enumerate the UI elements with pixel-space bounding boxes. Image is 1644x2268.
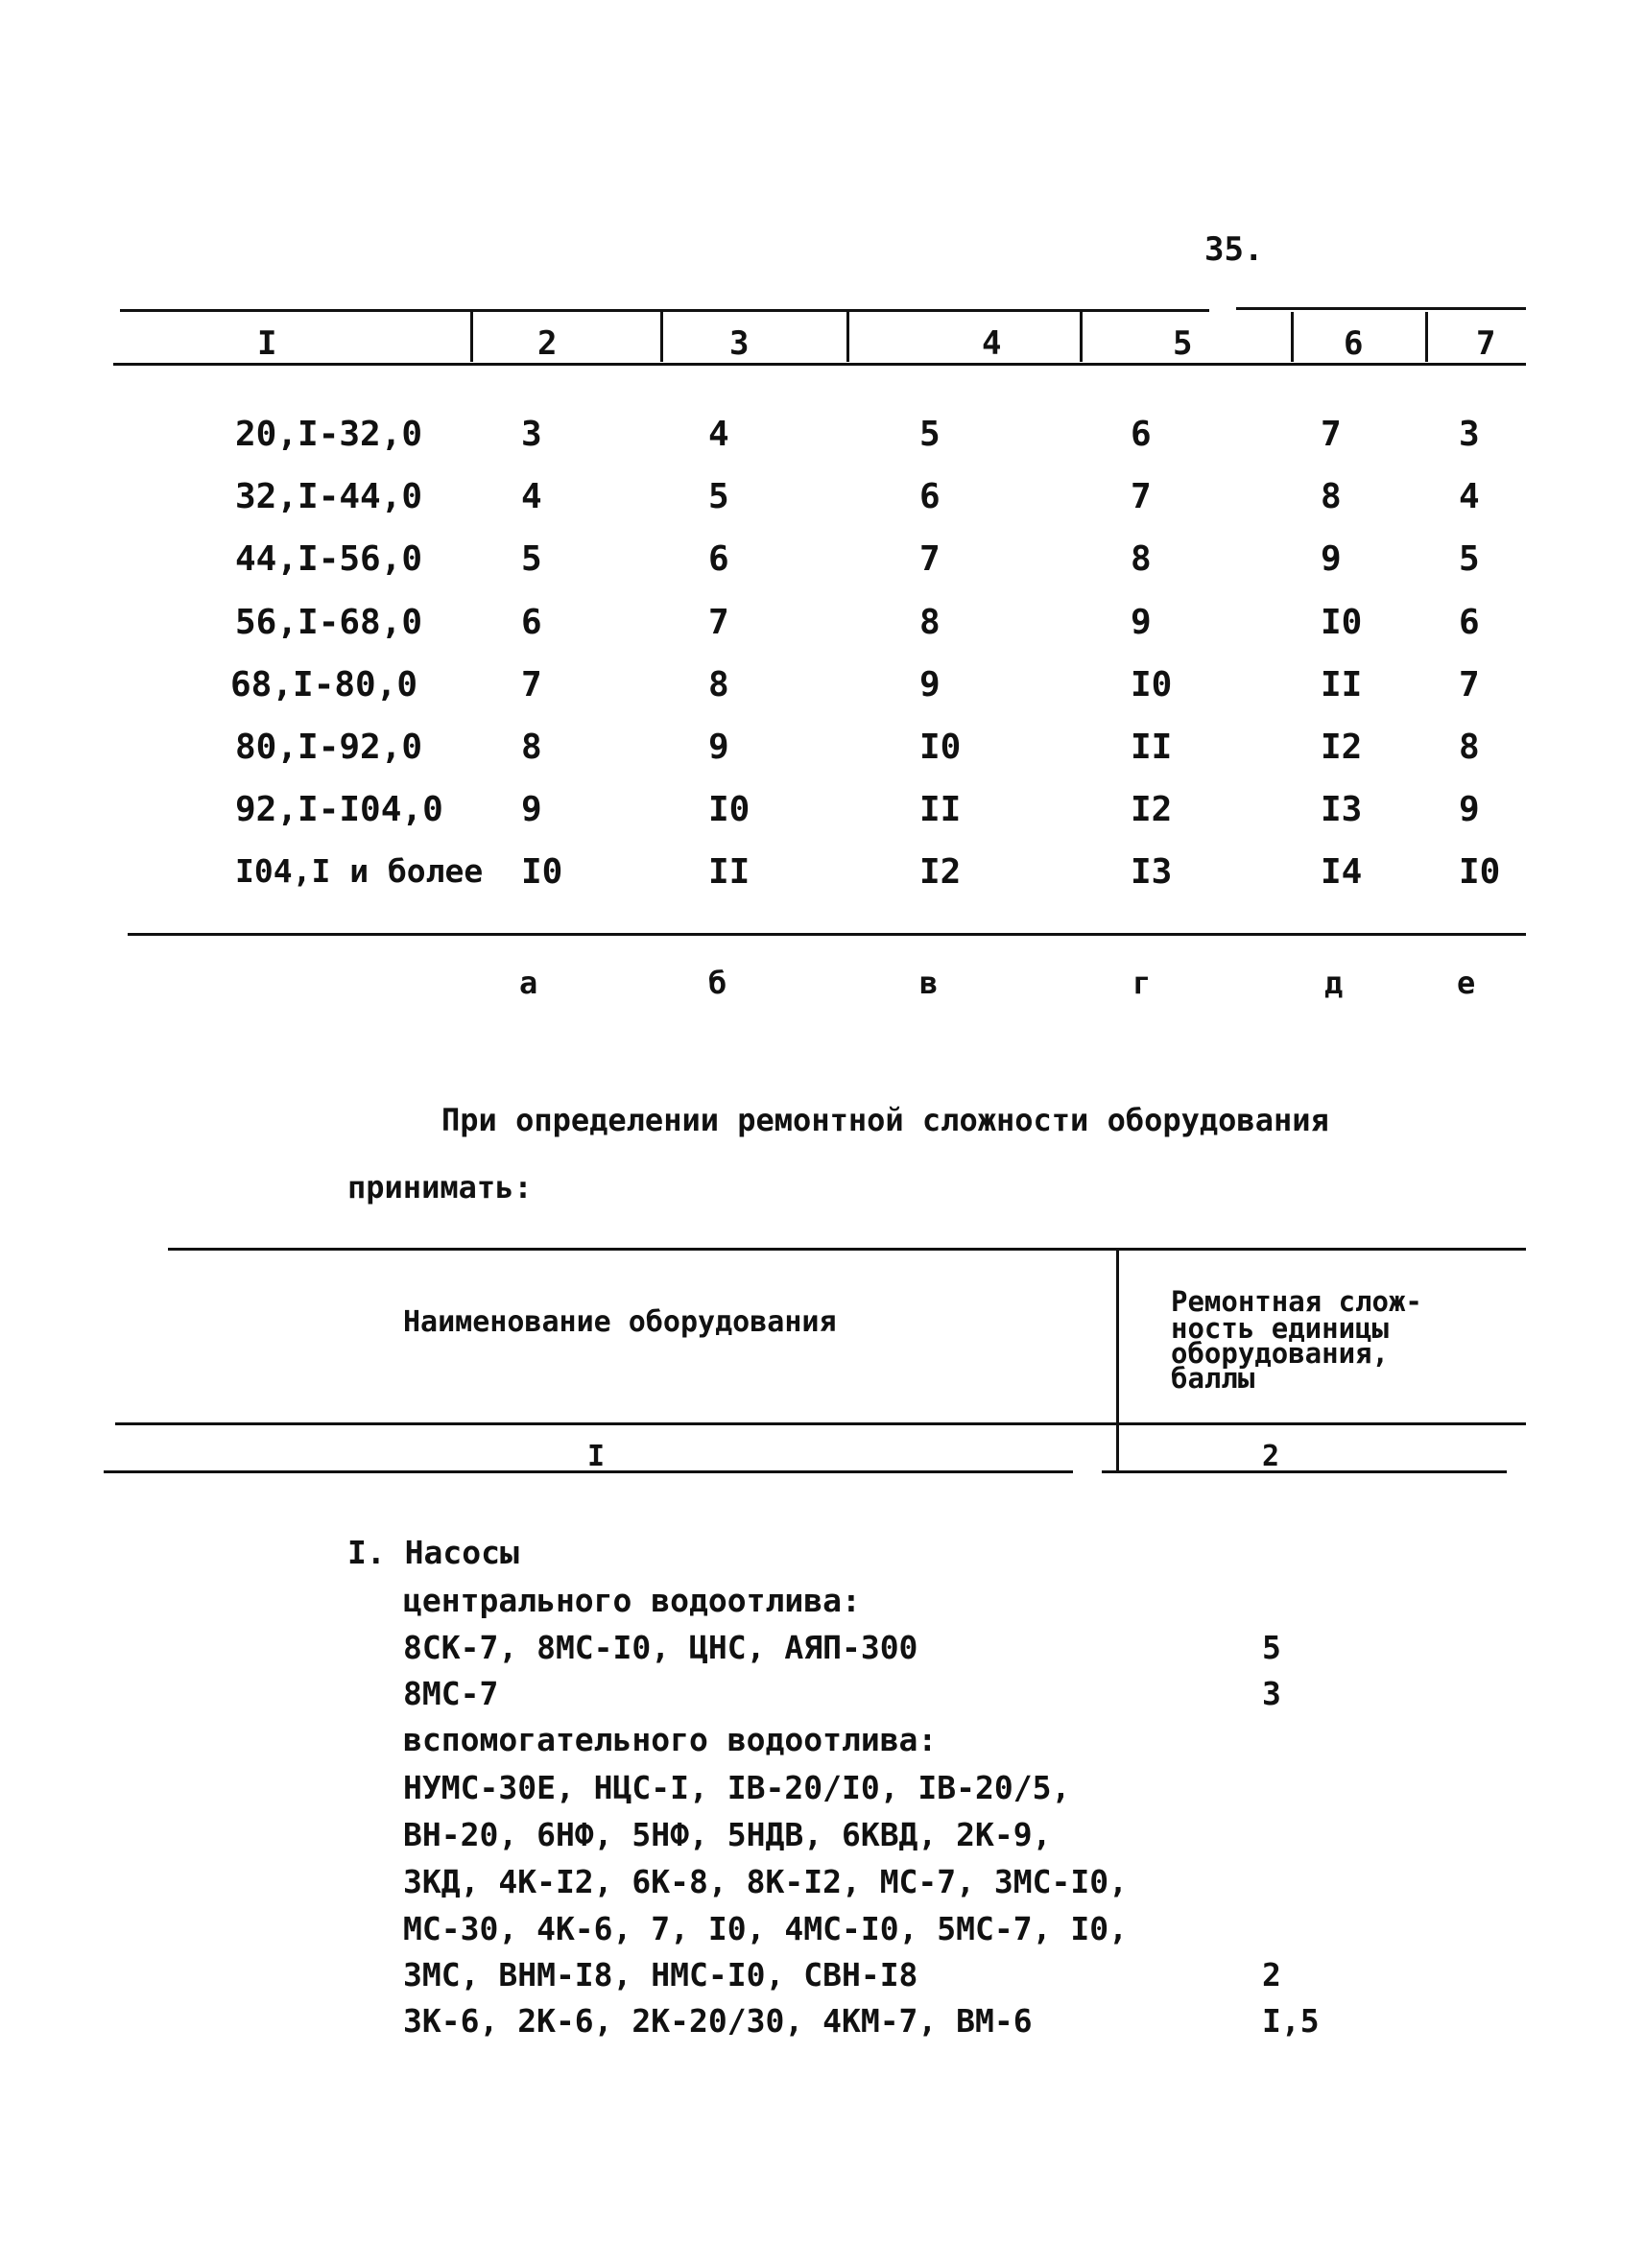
- table-2-col-number: 2: [1262, 1440, 1280, 1473]
- table-cell: 5: [521, 539, 542, 579]
- table-1-footer-letter: е: [1457, 965, 1476, 1001]
- list-item: 8СК-7, 8МС-I0, ЦНС, АЯП-300: [403, 1629, 918, 1666]
- table-cell: 4: [1459, 477, 1480, 516]
- table-cell: II: [919, 790, 962, 829]
- table-cell: 9: [1321, 539, 1342, 579]
- table-1-header-divider: [1425, 312, 1428, 362]
- table-cell: I0: [521, 852, 563, 892]
- table-1-header-cell: 6: [1344, 324, 1364, 363]
- table-cell: 6: [521, 603, 542, 642]
- list-item-value: 5: [1262, 1629, 1281, 1666]
- table-cell: I2: [1321, 728, 1363, 767]
- table-cell: 5: [708, 477, 729, 516]
- table-cell: 8: [919, 603, 941, 642]
- table-2-col-number: I: [587, 1440, 606, 1473]
- table-cell: 8: [521, 728, 542, 767]
- table-1-top-rule-right: [1236, 307, 1526, 310]
- table-cell: 4: [521, 477, 542, 516]
- table-cell: 3: [521, 415, 542, 454]
- table-1-top-rule: [120, 309, 1209, 312]
- table-cell: II: [1131, 728, 1173, 767]
- list-item: 3КД, 4К-I2, 6К-8, 8К-I2, МС-7, 3МС-I0,: [403, 1863, 1128, 1900]
- table-1-header-bottom-rule: [113, 363, 1526, 366]
- table-cell: 6: [919, 477, 941, 516]
- table-1-header-cell: 3: [729, 324, 750, 363]
- table-cell-range: 20,I-32,0: [235, 415, 423, 454]
- list-item: НУМС-30Е, НЦС-I, IВ-20/I0, IВ-20/5,: [403, 1769, 1071, 1806]
- table-cell: I3: [1321, 790, 1363, 829]
- table-cell: 8: [1321, 477, 1342, 516]
- table-1-footer-letter: г: [1132, 965, 1152, 1001]
- table-cell: 5: [1459, 539, 1480, 579]
- table-cell: 6: [1459, 603, 1480, 642]
- table-cell: I0: [1459, 852, 1501, 892]
- table-cell: I3: [1131, 852, 1173, 892]
- table-cell-range: 56,I-68,0: [235, 603, 423, 642]
- table-cell: 8: [1131, 539, 1152, 579]
- list-item: вспомогательного водоотлива:: [403, 1721, 938, 1758]
- page-number: 35.: [1204, 230, 1264, 269]
- table-1-header-divider: [1080, 312, 1083, 362]
- table-cell: 6: [1131, 415, 1152, 454]
- table-cell-range: 80,I-92,0: [235, 728, 423, 767]
- table-1-header-cell: 2: [537, 324, 558, 363]
- table-1-header-cell: 4: [982, 324, 1002, 363]
- table-cell: I0: [919, 728, 962, 767]
- table-1-header-cell: 7: [1476, 324, 1496, 363]
- table-1-header-cell: 5: [1173, 324, 1193, 363]
- list-item-value: 2: [1262, 1956, 1281, 1993]
- table-cell-range: 32,I-44,0: [235, 477, 423, 516]
- list-item-value: I,5: [1262, 2002, 1320, 2040]
- table-2-top-rule: [168, 1248, 1526, 1251]
- table-cell: II: [708, 852, 751, 892]
- table-1-header-divider: [470, 312, 473, 362]
- table-cell: I2: [919, 852, 962, 892]
- table-cell: 9: [708, 728, 729, 767]
- table-cell: II: [1321, 665, 1363, 704]
- paragraph-line-1: При определении ремонтной сложности оборудования: [441, 1102, 1329, 1138]
- table-2-col-2-header-line: ность единицы: [1171, 1312, 1389, 1345]
- table-1-footer-letter: в: [919, 965, 939, 1001]
- table-1-footer-letter: б: [708, 965, 727, 1001]
- table-cell: I4: [1321, 852, 1363, 892]
- table-2-header-bottom-rule: [115, 1422, 1526, 1425]
- table-cell: 9: [521, 790, 542, 829]
- table-cell: I2: [1131, 790, 1173, 829]
- table-cell-range: 92,I-I04,0: [235, 790, 443, 829]
- list-item-value: 3: [1262, 1675, 1281, 1712]
- table-2-col-1-header: Наименование оборудования: [403, 1305, 837, 1339]
- list-item: центрального водоотлива:: [403, 1582, 861, 1619]
- table-1-header-cell: I: [257, 324, 277, 363]
- table-1-footer-rule: [128, 933, 1526, 936]
- table-1-header-divider: [660, 312, 663, 362]
- table-cell: 3: [1459, 415, 1480, 454]
- list-item: ВН-20, 6НФ, 5НФ, 5НДВ, 6КВД, 2К-9,: [403, 1816, 1052, 1853]
- table-cell: 9: [1131, 603, 1152, 642]
- table-cell: I0: [708, 790, 751, 829]
- table-cell: 9: [1459, 790, 1480, 829]
- table-2-numbers-rule-right: [1102, 1470, 1507, 1473]
- table-cell: 8: [1459, 728, 1480, 767]
- section-heading: I. Насосы: [347, 1534, 519, 1571]
- list-item: 3К-6, 2К-6, 2К-20/30, 4КМ-7, ВМ-6: [403, 2002, 1033, 2040]
- table-cell: 7: [1131, 477, 1152, 516]
- table-2-column-divider: [1116, 1250, 1119, 1472]
- table-cell: 7: [919, 539, 941, 579]
- table-1-header-divider: [1291, 312, 1294, 362]
- table-cell-range: 44,I-56,0: [235, 539, 423, 579]
- table-2-col-2-header-line: оборудования,: [1171, 1337, 1389, 1370]
- table-1-footer-letter: а: [519, 965, 538, 1001]
- table-cell-range: I04,I и более: [235, 852, 484, 890]
- table-2-col-2-header-line: Ремонтная слож-: [1171, 1285, 1422, 1318]
- table-cell: 5: [919, 415, 941, 454]
- table-cell: 7: [521, 665, 542, 704]
- list-item: 3МС, ВНМ-I8, НМС-I0, СВН-I8: [403, 1956, 918, 1993]
- table-1-header-divider: [846, 312, 849, 362]
- paragraph-line-2: принимать:: [347, 1169, 533, 1206]
- table-cell: 7: [1459, 665, 1480, 704]
- list-item: 8МС-7: [403, 1675, 499, 1712]
- table-cell: I0: [1131, 665, 1173, 704]
- table-cell-range: 68,I-80,0: [230, 665, 418, 704]
- table-cell: 7: [708, 603, 729, 642]
- table-cell: 4: [708, 415, 729, 454]
- list-item: МС-30, 4К-6, 7, I0, 4МС-I0, 5МС-7, I0,: [403, 1910, 1128, 1947]
- table-2-col-2-header-line: баллы: [1171, 1362, 1255, 1395]
- table-1-footer-letter: д: [1324, 965, 1344, 1001]
- table-cell: 8: [708, 665, 729, 704]
- table-cell: I0: [1321, 603, 1363, 642]
- table-cell: 9: [919, 665, 941, 704]
- table-cell: 7: [1321, 415, 1342, 454]
- table-cell: 6: [708, 539, 729, 579]
